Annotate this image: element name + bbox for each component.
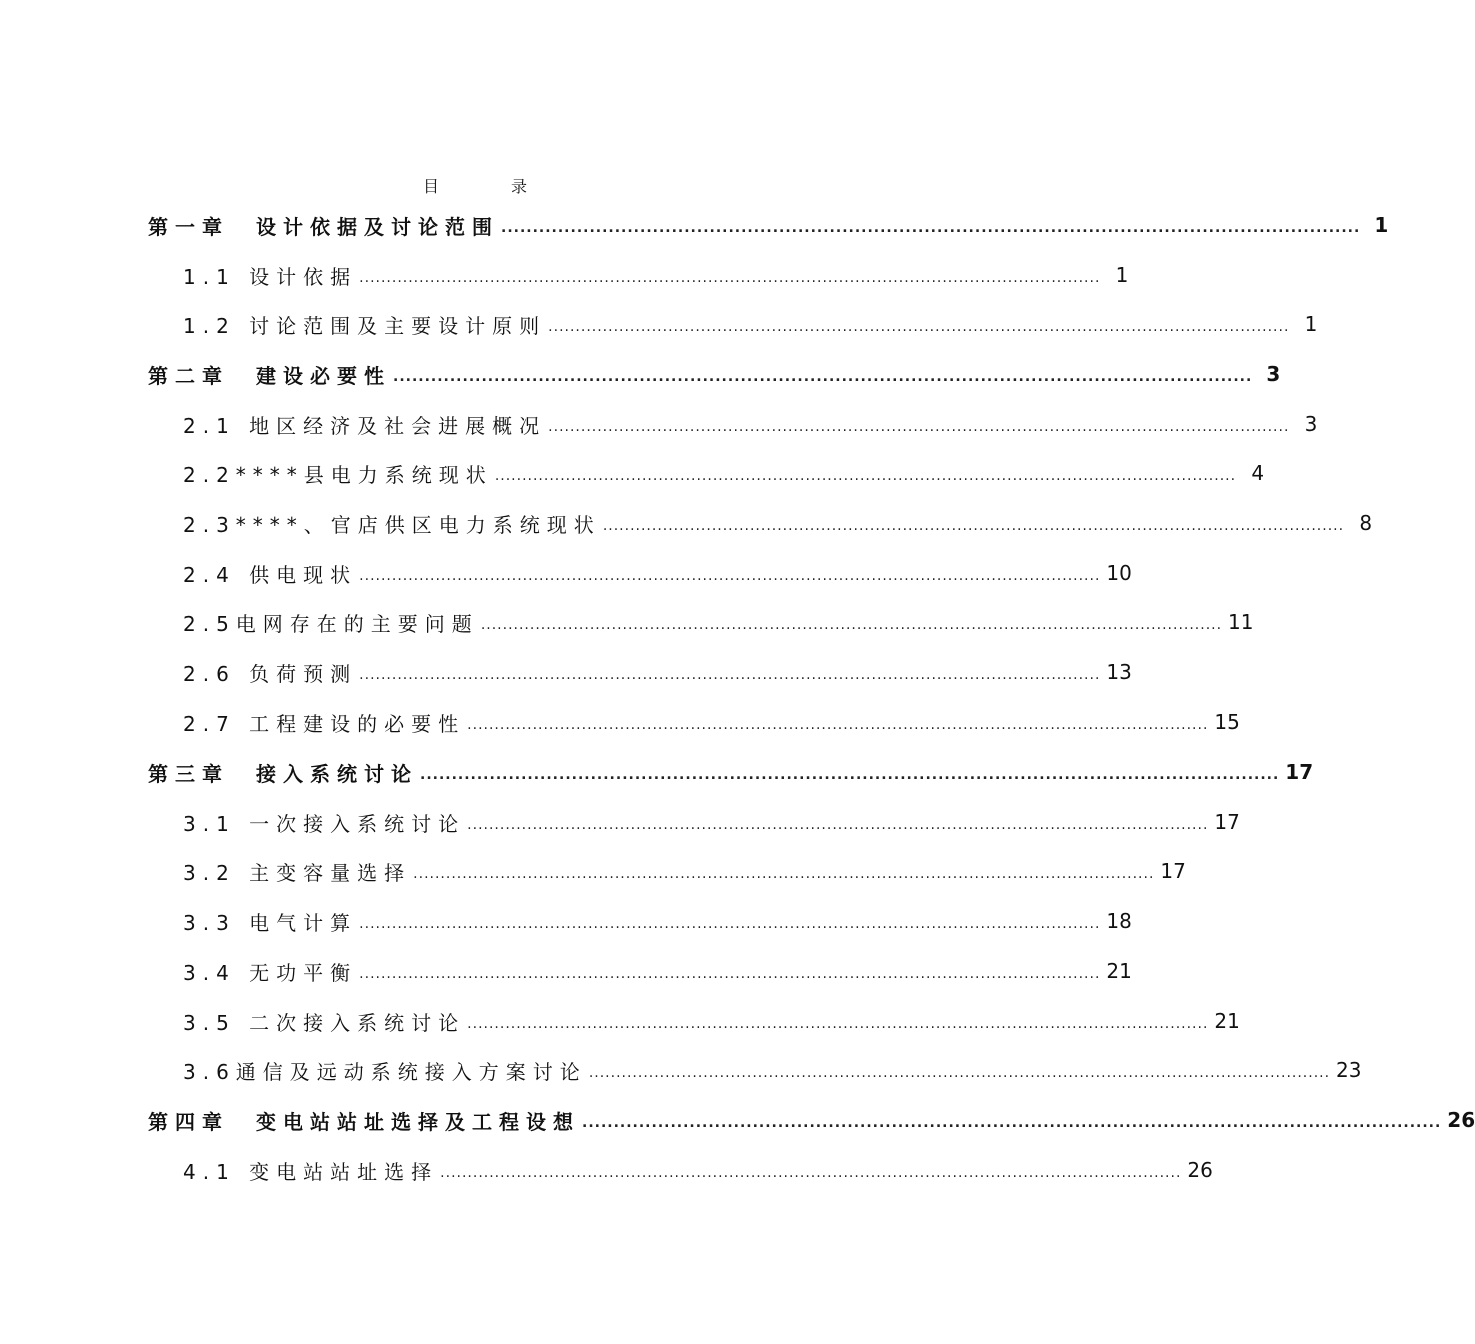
- toc-entry-1-2[interactable]: [183, 309, 1318, 339]
- toc-entry-label: 第二章 建设必要性: [148, 363, 391, 388]
- toc-leader-dots: ........................................................................................................................................: [602, 518, 1345, 534]
- toc-entry-2-1[interactable]: [183, 409, 1318, 439]
- toc-leader-dots: ........................................................................................................................................: [420, 767, 1280, 783]
- toc-leader-dots: ........................................................................................................................................: [359, 270, 1101, 286]
- toc-entry-3-1[interactable]: [183, 807, 1240, 837]
- toc-entry-2-6[interactable]: [183, 657, 1132, 687]
- toc-entry-label: 3.2 主变容量选择: [183, 860, 412, 885]
- toc-entry-page: 21: [1106, 959, 1132, 983]
- toc-entry-label: 2.2****县电力系统现状: [183, 462, 493, 487]
- toc-entry-label: 2.6 负荷预测: [183, 661, 358, 686]
- toc-leader-dots: ........................................................................................................................................: [548, 319, 1290, 335]
- toc-entry-page: 8: [1359, 511, 1373, 535]
- toc-entry-page: 15: [1214, 710, 1240, 734]
- toc-entry-chapter-2[interactable]: [148, 359, 1281, 389]
- toc-entry-page: 1: [1115, 263, 1129, 287]
- toc-entry-2-7[interactable]: [183, 707, 1240, 737]
- toc-entry-page: 11: [1228, 610, 1254, 634]
- toc-entry-label: 3.3 电气计算: [183, 910, 358, 935]
- toc-entry-label: 3.5 二次接入系统讨论: [183, 1010, 466, 1035]
- toc-entry-3-2[interactable]: [183, 856, 1186, 886]
- toc-leader-dots: ........................................................................................................................................: [494, 468, 1237, 484]
- toc-entry-page: 3: [1266, 362, 1281, 386]
- toc-entry-page: 4: [1251, 461, 1265, 485]
- toc-leader-dots: ........................................................................................................................................: [467, 1016, 1209, 1032]
- toc-leader-dots: ........................................................................................................................................: [501, 220, 1361, 236]
- toc-entry-chapter-3[interactable]: [148, 757, 1314, 787]
- toc-entry-label: 1.1 设计依据: [183, 264, 358, 289]
- toc-entry-page: 13: [1106, 660, 1132, 684]
- toc-title: 目 录: [422, 177, 555, 196]
- toc-leader-dots: ........................................................................................................................................: [467, 817, 1209, 833]
- toc-entry-page: 17: [1285, 760, 1314, 784]
- toc-leader-dots: ........................................................................................................................................: [467, 717, 1209, 733]
- toc-entry-page: 21: [1214, 1009, 1240, 1033]
- toc-entry-label: 第四章 变电站站址选择及工程设想: [148, 1109, 580, 1134]
- toc-entry-page: 23: [1336, 1058, 1362, 1082]
- toc-entry-2-4[interactable]: [183, 558, 1132, 588]
- toc-leader-dots: ........................................................................................................................................: [359, 966, 1101, 982]
- toc-leader-dots: ........................................................................................................................................: [588, 1065, 1331, 1081]
- toc-entry-label: 2.5电网存在的主要问题: [183, 611, 479, 636]
- toc-entry-chapter-4[interactable]: [148, 1105, 1475, 1135]
- toc-entry-label: 3.6通信及远动系统接入方案讨论: [183, 1059, 587, 1084]
- toc-entry-page: 1: [1304, 312, 1318, 336]
- toc-entry-page: 1: [1374, 213, 1389, 237]
- toc-entry-page: 10: [1106, 561, 1132, 585]
- toc-entry-label: 3.1 一次接入系统讨论: [183, 811, 466, 836]
- toc-entry-label: 第一章 设计依据及讨论范围: [148, 214, 499, 239]
- toc-leader-dots: ........................................................................................................................................: [359, 916, 1101, 932]
- toc-entry-page: 3: [1304, 412, 1318, 436]
- toc-leader-dots: ........................................................................................................................................: [413, 866, 1155, 882]
- toc-entry-3-3[interactable]: [183, 906, 1132, 936]
- toc-leader-dots: ........................................................................................................................................: [440, 1165, 1182, 1181]
- toc-entry-label: 2.1 地区经济及社会进展概况: [183, 413, 547, 438]
- toc-entry-2-3[interactable]: [183, 508, 1373, 538]
- toc-entry-2-5[interactable]: [183, 607, 1254, 637]
- toc-entry-3-6[interactable]: [183, 1055, 1362, 1085]
- toc-leader-dots: ........................................................................................................................................: [480, 617, 1223, 633]
- toc-entry-4-1[interactable]: [183, 1155, 1213, 1185]
- toc-leader-dots: ........................................................................................................................................: [359, 667, 1101, 683]
- toc-entry-label: 2.4 供电现状: [183, 562, 358, 587]
- toc-entry-label: 3.4 无功平衡: [183, 960, 358, 985]
- toc-entry-3-5[interactable]: [183, 1006, 1240, 1036]
- toc-entry-label: 第三章 接入系统讨论: [148, 761, 418, 786]
- toc-entry-label: 4.1 变电站站址选择: [183, 1159, 439, 1184]
- toc-leader-dots: ........................................................................................................................................: [548, 419, 1290, 435]
- toc-leader-dots: ........................................................................................................................................: [582, 1115, 1442, 1131]
- toc-entry-page: 26: [1447, 1108, 1475, 1132]
- toc-entry-label: 2.3****、官店供区电力系统现状: [183, 512, 601, 537]
- toc-entry-chapter-1[interactable]: [148, 210, 1389, 240]
- toc-entry-1-1[interactable]: [183, 260, 1129, 290]
- toc-leader-dots: ........................................................................................................................................: [393, 369, 1253, 385]
- toc-entry-2-2[interactable]: [183, 458, 1265, 488]
- toc-entry-page: 26: [1187, 1158, 1213, 1182]
- toc-entry-3-4[interactable]: [183, 956, 1132, 986]
- toc-entry-page: 18: [1106, 909, 1132, 933]
- toc-entry-label: 1.2 讨论范围及主要设计原则: [183, 313, 547, 338]
- toc-leader-dots: ........................................................................................................................................: [359, 568, 1101, 584]
- toc-entry-page: 17: [1160, 859, 1186, 883]
- toc-entry-label: 2.7 工程建设的必要性: [183, 711, 466, 736]
- toc-entry-page: 17: [1214, 810, 1240, 834]
